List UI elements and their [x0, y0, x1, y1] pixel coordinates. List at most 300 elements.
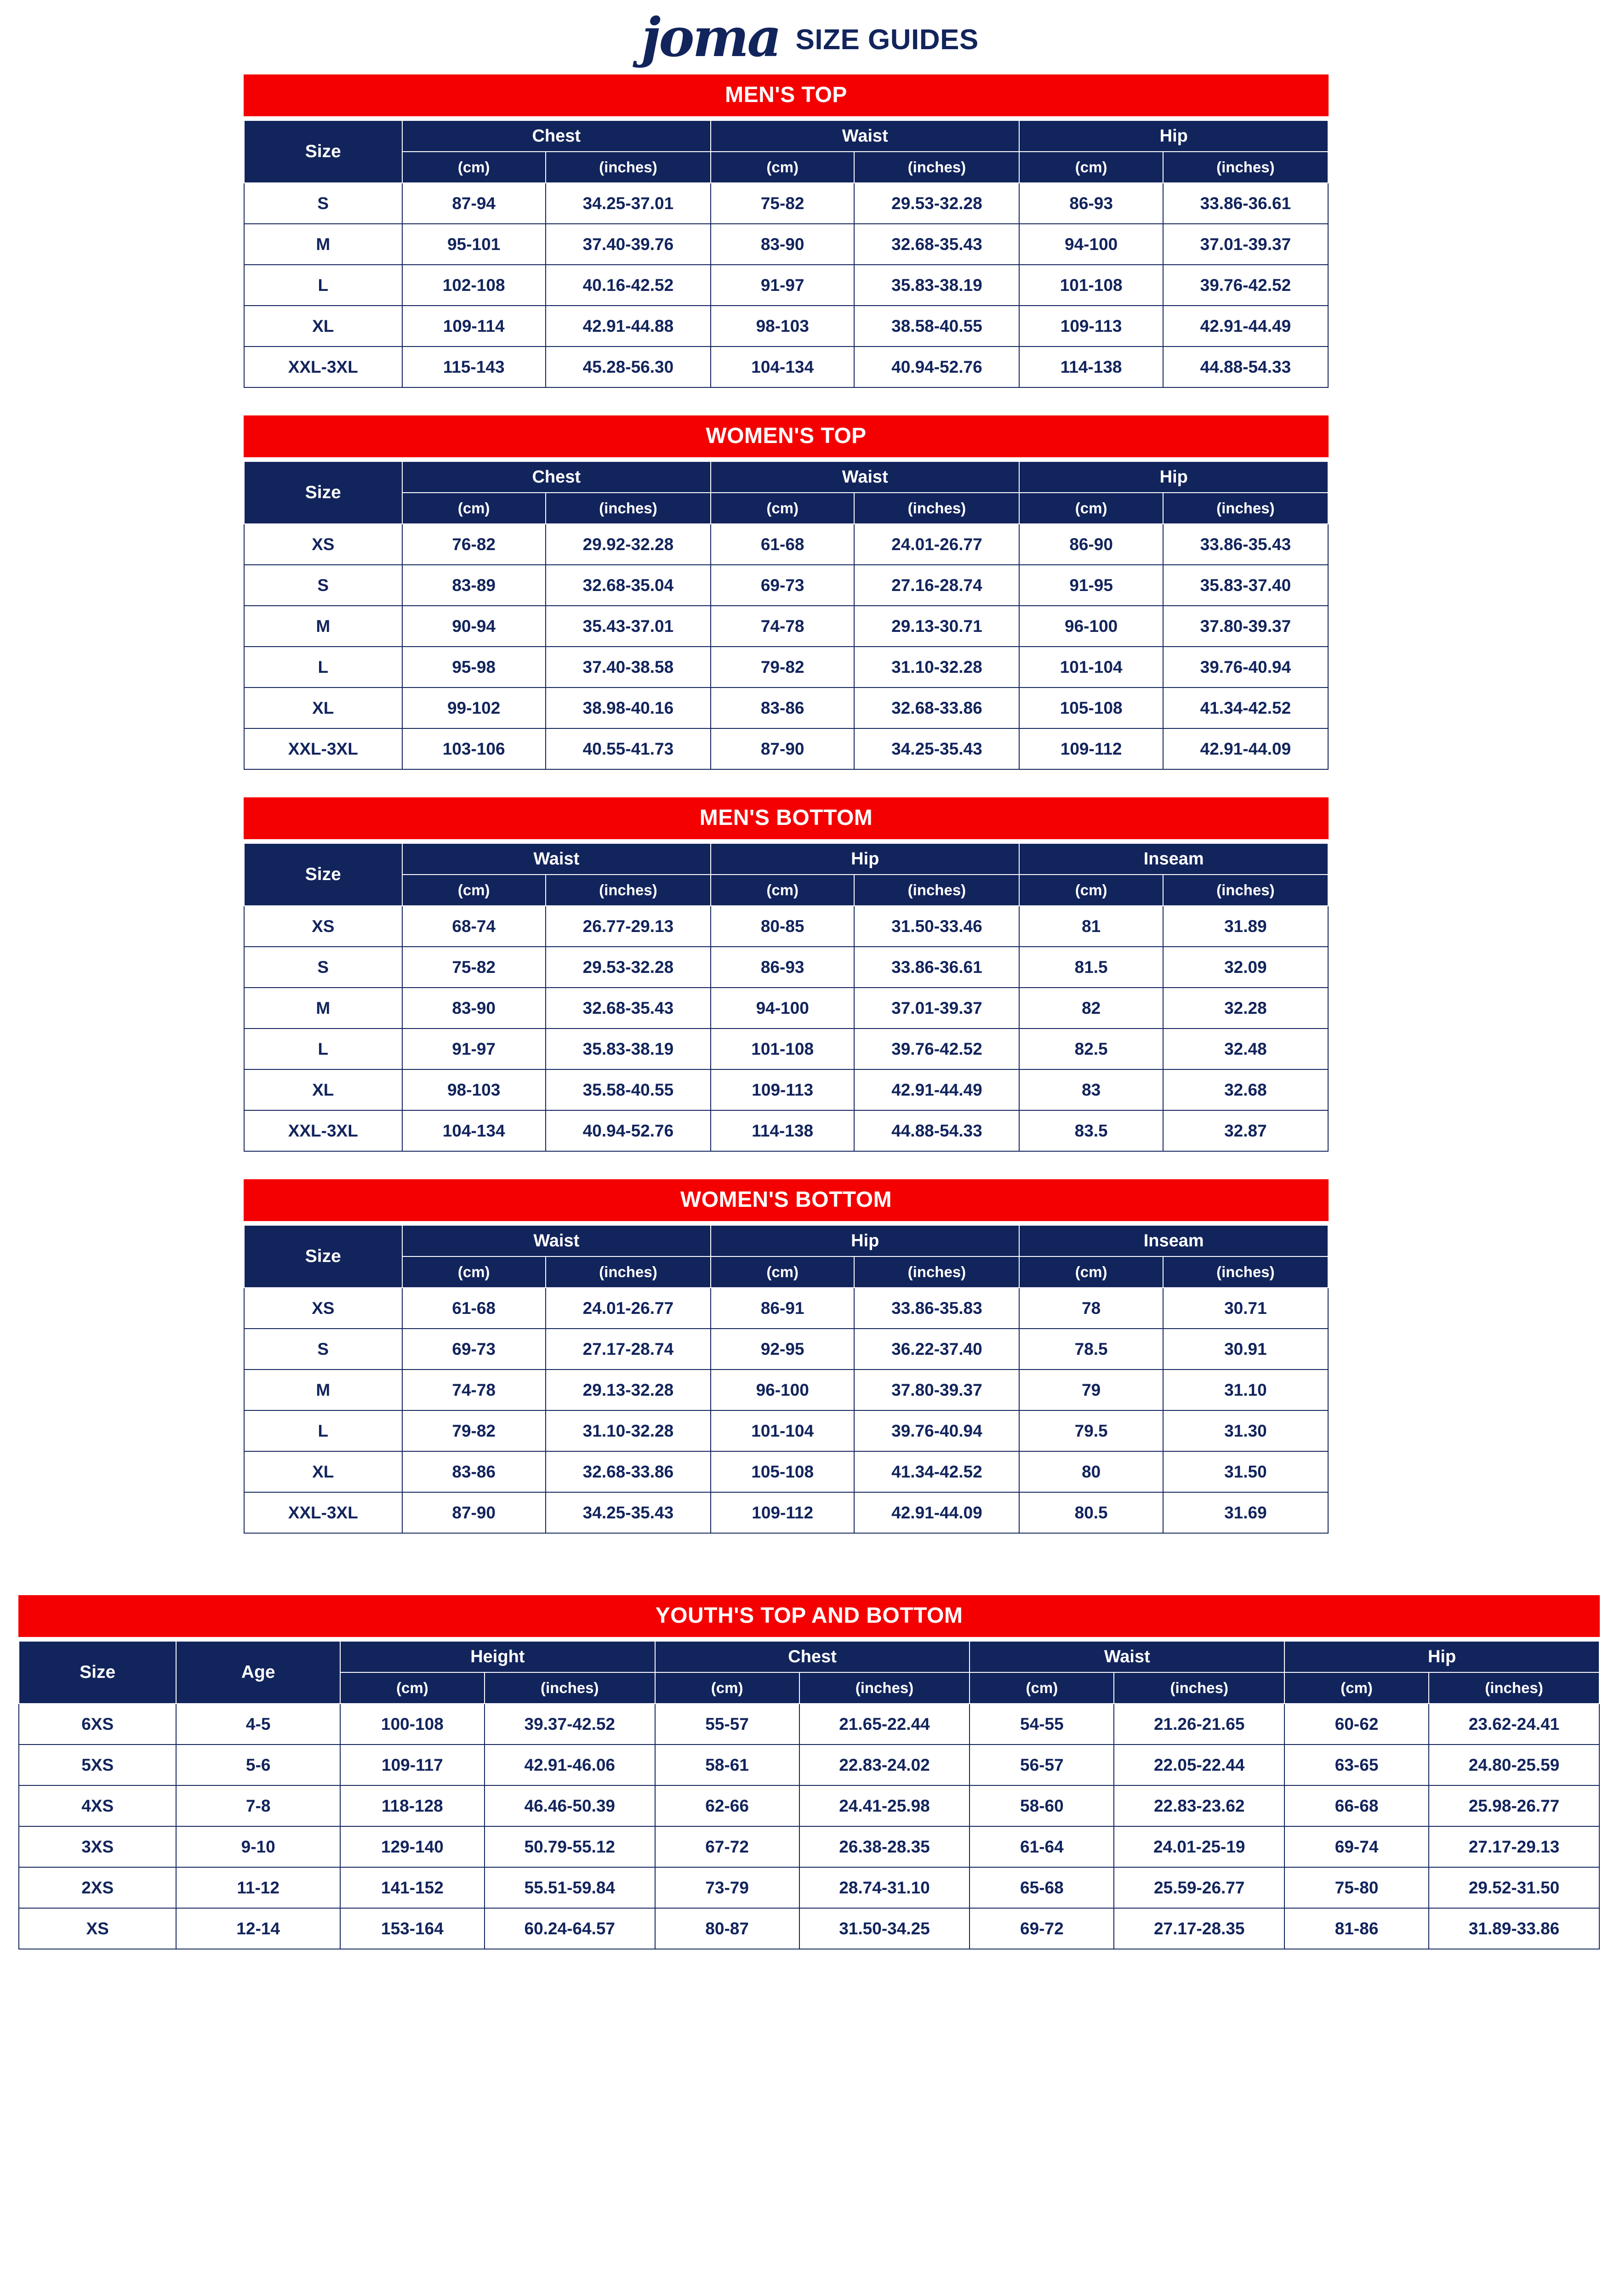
cell-measure: 109-113	[711, 1069, 854, 1110]
cell-measure: 101-108	[1019, 265, 1163, 306]
cell-measure: 40.94-52.76	[546, 1110, 711, 1151]
cell-measure: 30.71	[1163, 1288, 1328, 1329]
cell-size: S	[244, 947, 402, 988]
col-group-header-waist: Waist	[402, 1225, 711, 1256]
col-group-header-inseam: Inseam	[1019, 843, 1328, 875]
cell-measure: 86-91	[711, 1288, 854, 1329]
col-unit-hip-inches: (inches)	[854, 875, 1019, 906]
table-header-row-units	[244, 1256, 1328, 1288]
col-unit-chest-cm: (cm)	[402, 152, 546, 183]
table-header-row-groups	[244, 1225, 1328, 1256]
cell-measure: 86-90	[1019, 524, 1163, 565]
cell-age: 9-10	[176, 1826, 340, 1867]
cell-measure: 35.83-37.40	[1163, 565, 1328, 606]
cell-measure: 41.34-42.52	[854, 1451, 1019, 1492]
table-header-row-units	[244, 875, 1328, 906]
col-unit-hip-cm: (cm)	[1019, 493, 1163, 524]
table-block-mens-top	[244, 74, 1329, 388]
cell-measure: 60.24-64.57	[485, 1908, 655, 1949]
cell-measure: 25.98-26.77	[1429, 1785, 1599, 1826]
cell-measure: 96-100	[1019, 606, 1163, 647]
cell-size: 5XS	[19, 1745, 176, 1785]
cell-measure: 61-68	[402, 1288, 546, 1329]
cell-measure: 39.37-42.52	[485, 1704, 655, 1745]
cell-measure: 115-143	[402, 347, 546, 387]
cell-measure: 62-66	[655, 1785, 799, 1826]
col-unit-waist-cm: (cm)	[711, 152, 854, 183]
cell-measure: 31.10-32.28	[546, 1410, 711, 1451]
col-unit-height-cm: (cm)	[340, 1672, 485, 1704]
col-unit-waist-cm: (cm)	[970, 1672, 1114, 1704]
cell-measure: 80.5	[1019, 1492, 1163, 1533]
cell-measure: 94-100	[711, 988, 854, 1029]
cell-measure: 79-82	[711, 647, 854, 688]
cell-measure: 92-95	[711, 1329, 854, 1370]
col-unit-waist-cm: (cm)	[402, 1256, 546, 1288]
table-row	[244, 947, 1328, 988]
cell-measure: 118-128	[340, 1785, 485, 1826]
cell-measure: 83-90	[711, 224, 854, 265]
table-row	[19, 1908, 1599, 1949]
cell-measure: 58-60	[970, 1785, 1114, 1826]
cell-measure: 81	[1019, 906, 1163, 947]
cell-measure: 45.28-56.30	[546, 347, 711, 387]
cell-measure: 37.40-39.76	[546, 224, 711, 265]
table-row	[244, 1410, 1328, 1451]
cell-size: S	[244, 565, 402, 606]
cell-measure: 99-102	[402, 688, 546, 728]
cell-measure: 90-94	[402, 606, 546, 647]
cell-measure: 24.41-25.98	[799, 1785, 970, 1826]
cell-measure: 46.46-50.39	[485, 1785, 655, 1826]
cell-measure: 32.09	[1163, 947, 1328, 988]
cell-measure: 37.40-38.58	[546, 647, 711, 688]
cell-measure: 32.68-33.86	[546, 1451, 711, 1492]
table-row	[244, 1370, 1328, 1410]
cell-measure: 32.68-35.04	[546, 565, 711, 606]
cell-measure: 32.87	[1163, 1110, 1328, 1151]
cell-measure: 40.94-52.76	[854, 347, 1019, 387]
cell-size: XS	[19, 1908, 176, 1949]
cell-measure: 35.83-38.19	[854, 265, 1019, 306]
table-row	[244, 1451, 1328, 1492]
col-group-header-waist: Waist	[970, 1641, 1284, 1672]
col-unit-waist-inches: (inches)	[546, 875, 711, 906]
cell-measure: 31.30	[1163, 1410, 1328, 1451]
cell-measure: 31.50-33.46	[854, 906, 1019, 947]
cell-size: M	[244, 606, 402, 647]
cell-measure: 27.17-28.35	[1114, 1908, 1284, 1949]
col-header-size: Size	[244, 1225, 402, 1288]
cell-measure: 40.55-41.73	[546, 728, 711, 769]
cell-measure: 42.91-44.09	[1163, 728, 1328, 769]
col-group-header-hip: Hip	[711, 1225, 1019, 1256]
table-header-row-groups	[244, 120, 1328, 152]
cell-measure: 81.5	[1019, 947, 1163, 988]
cell-measure: 98-103	[711, 306, 854, 347]
cell-measure: 24.01-25-19	[1114, 1826, 1284, 1867]
cell-measure: 26.77-29.13	[546, 906, 711, 947]
col-group-header-chest: Chest	[655, 1641, 970, 1672]
cell-measure: 33.86-35.43	[1163, 524, 1328, 565]
col-group-header-chest: Chest	[402, 461, 711, 493]
page-header	[0, 0, 1620, 74]
cell-size: M	[244, 988, 402, 1029]
cell-measure: 83-89	[402, 565, 546, 606]
cell-measure: 86-93	[711, 947, 854, 988]
col-unit-waist-cm: (cm)	[711, 493, 854, 524]
col-unit-hip-inches: (inches)	[1163, 152, 1328, 183]
table-block-mens-bottom	[244, 797, 1329, 1152]
cell-measure: 37.01-39.37	[854, 988, 1019, 1029]
cell-measure: 101-104	[711, 1410, 854, 1451]
cell-measure: 31.89	[1163, 906, 1328, 947]
cell-measure: 153-164	[340, 1908, 485, 1949]
cell-measure: 34.25-37.01	[546, 183, 711, 224]
cell-measure: 41.34-42.52	[1163, 688, 1328, 728]
col-group-header-height: Height	[340, 1641, 655, 1672]
cell-measure: 109-112	[1019, 728, 1163, 769]
table-header-row-groups	[244, 461, 1328, 493]
cell-measure: 83-90	[402, 988, 546, 1029]
cell-measure: 94-100	[1019, 224, 1163, 265]
cell-measure: 68-74	[402, 906, 546, 947]
cell-size: XS	[244, 1288, 402, 1329]
cell-measure: 82.5	[1019, 1029, 1163, 1069]
cell-measure: 78	[1019, 1288, 1163, 1329]
cell-size: L	[244, 1029, 402, 1069]
cell-measure: 42.91-46.06	[485, 1745, 655, 1785]
table-row	[244, 1029, 1328, 1069]
cell-size: XXL-3XL	[244, 1492, 402, 1533]
cell-measure: 129-140	[340, 1826, 485, 1867]
cell-measure: 29.52-31.50	[1429, 1867, 1599, 1908]
cell-measure: 109-114	[402, 306, 546, 347]
cell-measure: 26.38-28.35	[799, 1826, 970, 1867]
cell-measure: 69-73	[402, 1329, 546, 1370]
cell-measure: 74-78	[711, 606, 854, 647]
cell-measure: 61-68	[711, 524, 854, 565]
cell-measure: 114-138	[711, 1110, 854, 1151]
col-group-header-hip: Hip	[711, 843, 1019, 875]
cell-measure: 63-65	[1284, 1745, 1429, 1785]
table-row	[244, 347, 1328, 387]
table-block-womens-bottom	[244, 1179, 1329, 1534]
cell-measure: 42.91-44.49	[854, 1069, 1019, 1110]
cell-measure: 75-82	[402, 947, 546, 988]
cell-measure: 22.83-23.62	[1114, 1785, 1284, 1826]
cell-measure: 30.91	[1163, 1329, 1328, 1370]
col-unit-hip-cm: (cm)	[711, 1256, 854, 1288]
cell-size: M	[244, 224, 402, 265]
table-row	[244, 647, 1328, 688]
col-unit-chest-cm: (cm)	[655, 1672, 799, 1704]
cell-measure: 74-78	[402, 1370, 546, 1410]
table-title-womens-bottom: WOMEN'S BOTTOM	[244, 1179, 1329, 1221]
cell-measure: 39.76-40.94	[854, 1410, 1019, 1451]
cell-measure: 79	[1019, 1370, 1163, 1410]
cell-measure: 27.16-28.74	[854, 565, 1019, 606]
cell-measure: 81-86	[1284, 1908, 1429, 1949]
cell-measure: 39.76-40.94	[1163, 647, 1328, 688]
col-unit-inseam-inches: (inches)	[1163, 1256, 1328, 1288]
size-table-youth-top-bottom	[18, 1641, 1600, 1949]
cell-measure: 33.86-36.61	[1163, 183, 1328, 224]
size-table-womens-bottom	[244, 1225, 1329, 1534]
cell-measure: 79-82	[402, 1410, 546, 1451]
table-row	[19, 1704, 1599, 1745]
cell-size: 3XS	[19, 1826, 176, 1867]
cell-measure: 31.10	[1163, 1370, 1328, 1410]
cell-measure: 32.68-33.86	[854, 688, 1019, 728]
cell-measure: 34.25-35.43	[546, 1492, 711, 1533]
cell-size: S	[244, 1329, 402, 1370]
cell-measure: 38.58-40.55	[854, 306, 1019, 347]
table-row	[244, 524, 1328, 565]
cell-measure: 67-72	[655, 1826, 799, 1867]
cell-age: 4-5	[176, 1704, 340, 1745]
col-unit-chest-cm: (cm)	[402, 493, 546, 524]
cell-measure: 37.80-39.37	[854, 1370, 1019, 1410]
col-unit-hip-inches: (inches)	[854, 1256, 1019, 1288]
cell-measure: 83-86	[402, 1451, 546, 1492]
table-title-womens-top: WOMEN'S TOP	[244, 415, 1329, 457]
cell-measure: 35.83-38.19	[546, 1029, 711, 1069]
col-unit-waist-cm: (cm)	[402, 875, 546, 906]
cell-measure: 95-101	[402, 224, 546, 265]
cell-measure: 27.17-29.13	[1429, 1826, 1599, 1867]
table-row	[244, 606, 1328, 647]
cell-measure: 32.48	[1163, 1029, 1328, 1069]
cell-measure: 31.10-32.28	[854, 647, 1019, 688]
page-title: SIZE GUIDES	[795, 23, 979, 56]
table-row	[244, 183, 1328, 224]
col-group-header-waist: Waist	[711, 461, 1019, 493]
cell-measure: 80	[1019, 1451, 1163, 1492]
table-row	[19, 1867, 1599, 1908]
table-title-youth-top-bottom: YOUTH'S TOP AND BOTTOM	[18, 1595, 1600, 1637]
table-row	[244, 1492, 1328, 1533]
cell-measure: 61-64	[970, 1826, 1114, 1867]
cell-measure: 100-108	[340, 1704, 485, 1745]
col-unit-hip-cm: (cm)	[711, 875, 854, 906]
col-unit-hip-cm: (cm)	[1284, 1672, 1429, 1704]
table-header-row-units	[244, 152, 1328, 183]
cell-measure: 25.59-26.77	[1114, 1867, 1284, 1908]
cell-size: XL	[244, 1069, 402, 1110]
cell-measure: 50.79-55.12	[485, 1826, 655, 1867]
cell-measure: 44.88-54.33	[1163, 347, 1328, 387]
col-unit-hip-inches: (inches)	[1163, 493, 1328, 524]
cell-size: XXL-3XL	[244, 1110, 402, 1151]
cell-measure: 75-82	[711, 183, 854, 224]
cell-size: XXL-3XL	[244, 347, 402, 387]
cell-measure: 73-79	[655, 1867, 799, 1908]
cell-measure: 38.98-40.16	[546, 688, 711, 728]
cell-measure: 21.26-21.65	[1114, 1704, 1284, 1745]
cell-measure: 87-94	[402, 183, 546, 224]
col-group-header-waist: Waist	[711, 120, 1019, 152]
cell-measure: 87-90	[711, 728, 854, 769]
cell-measure: 42.91-44.88	[546, 306, 711, 347]
cell-measure: 102-108	[402, 265, 546, 306]
table-title-mens-top: MEN'S TOP	[244, 74, 1329, 116]
cell-measure: 80-87	[655, 1908, 799, 1949]
cell-size: XS	[244, 524, 402, 565]
col-group-header-chest: Chest	[402, 120, 711, 152]
cell-measure: 78.5	[1019, 1329, 1163, 1370]
table-row	[244, 988, 1328, 1029]
table-row	[244, 1329, 1328, 1370]
table-header-row-groups	[19, 1641, 1599, 1672]
col-unit-hip-cm: (cm)	[1019, 152, 1163, 183]
cell-size: XL	[244, 688, 402, 728]
cell-measure: 40.16-42.52	[546, 265, 711, 306]
size-table-mens-top	[244, 120, 1329, 388]
cell-measure: 29.53-32.28	[854, 183, 1019, 224]
size-tables-container	[0, 74, 1620, 1949]
cell-measure: 83-86	[711, 688, 854, 728]
cell-measure: 55.51-59.84	[485, 1867, 655, 1908]
col-header-size: Size	[19, 1641, 176, 1704]
cell-size: 6XS	[19, 1704, 176, 1745]
cell-measure: 103-106	[402, 728, 546, 769]
cell-measure: 31.50-34.25	[799, 1908, 970, 1949]
cell-age: 11-12	[176, 1867, 340, 1908]
cell-measure: 31.69	[1163, 1492, 1328, 1533]
cell-measure: 37.01-39.37	[1163, 224, 1328, 265]
cell-measure: 33.86-36.61	[854, 947, 1019, 988]
cell-measure: 32.68-35.43	[854, 224, 1019, 265]
cell-size: 4XS	[19, 1785, 176, 1826]
col-unit-waist-inches: (inches)	[1114, 1672, 1284, 1704]
cell-measure: 28.74-31.10	[799, 1867, 970, 1908]
cell-size: L	[244, 265, 402, 306]
cell-size: XL	[244, 306, 402, 347]
cell-measure: 42.91-44.49	[1163, 306, 1328, 347]
cell-measure: 29.13-32.28	[546, 1370, 711, 1410]
table-row	[244, 1069, 1328, 1110]
table-header-row-units	[244, 493, 1328, 524]
table-row	[244, 1110, 1328, 1151]
cell-size: 2XS	[19, 1867, 176, 1908]
cell-measure: 37.80-39.37	[1163, 606, 1328, 647]
cell-measure: 69-72	[970, 1908, 1114, 1949]
cell-measure: 29.53-32.28	[546, 947, 711, 988]
cell-measure: 109-112	[711, 1492, 854, 1533]
cell-measure: 91-95	[1019, 565, 1163, 606]
cell-measure: 101-108	[711, 1029, 854, 1069]
cell-measure: 69-74	[1284, 1826, 1429, 1867]
cell-measure: 86-93	[1019, 183, 1163, 224]
cell-measure: 55-57	[655, 1704, 799, 1745]
cell-measure: 29.13-30.71	[854, 606, 1019, 647]
joma-logo: joma	[641, 6, 780, 69]
col-unit-inseam-inches: (inches)	[1163, 875, 1328, 906]
size-table-mens-bottom	[244, 843, 1329, 1152]
cell-measure: 82	[1019, 988, 1163, 1029]
cell-measure: 104-134	[402, 1110, 546, 1151]
cell-size: L	[244, 647, 402, 688]
cell-measure: 105-108	[1019, 688, 1163, 728]
cell-measure: 33.86-35.83	[854, 1288, 1019, 1329]
col-unit-chest-inches: (inches)	[799, 1672, 970, 1704]
cell-measure: 35.58-40.55	[546, 1069, 711, 1110]
cell-measure: 36.22-37.40	[854, 1329, 1019, 1370]
cell-size: L	[244, 1410, 402, 1451]
cell-measure: 98-103	[402, 1069, 546, 1110]
cell-age: 7-8	[176, 1785, 340, 1826]
table-row	[244, 565, 1328, 606]
col-header-size: Size	[244, 461, 402, 524]
cell-measure: 35.43-37.01	[546, 606, 711, 647]
cell-measure: 27.17-28.74	[546, 1329, 711, 1370]
table-row	[244, 265, 1328, 306]
col-unit-inseam-cm: (cm)	[1019, 875, 1163, 906]
cell-measure: 69-73	[711, 565, 854, 606]
cell-measure: 101-104	[1019, 647, 1163, 688]
size-table-womens-top	[244, 461, 1329, 770]
cell-age: 5-6	[176, 1745, 340, 1785]
col-group-header-inseam: Inseam	[1019, 1225, 1328, 1256]
cell-measure: 80-85	[711, 906, 854, 947]
cell-measure: 32.68	[1163, 1069, 1328, 1110]
col-unit-chest-inches: (inches)	[546, 493, 711, 524]
cell-measure: 22.83-24.02	[799, 1745, 970, 1785]
cell-measure: 24.01-26.77	[546, 1288, 711, 1329]
cell-measure: 104-134	[711, 347, 854, 387]
cell-measure: 22.05-22.44	[1114, 1745, 1284, 1785]
col-unit-waist-inches: (inches)	[854, 152, 1019, 183]
cell-measure: 56-57	[970, 1745, 1114, 1785]
cell-size: XS	[244, 906, 402, 947]
cell-measure: 34.25-35.43	[854, 728, 1019, 769]
cell-measure: 91-97	[711, 265, 854, 306]
cell-measure: 76-82	[402, 524, 546, 565]
cell-size: M	[244, 1370, 402, 1410]
cell-measure: 54-55	[970, 1704, 1114, 1745]
table-row	[19, 1745, 1599, 1785]
cell-measure: 31.89-33.86	[1429, 1908, 1599, 1949]
col-unit-hip-inches: (inches)	[1429, 1672, 1599, 1704]
cell-measure: 105-108	[711, 1451, 854, 1492]
cell-measure: 44.88-54.33	[854, 1110, 1019, 1151]
col-unit-chest-inches: (inches)	[546, 152, 711, 183]
cell-measure: 31.50	[1163, 1451, 1328, 1492]
table-row	[244, 1288, 1328, 1329]
table-row	[244, 906, 1328, 947]
cell-measure: 32.28	[1163, 988, 1328, 1029]
cell-size: XL	[244, 1451, 402, 1492]
table-header-row-groups	[244, 843, 1328, 875]
col-group-header-hip: Hip	[1284, 1641, 1599, 1672]
col-group-header-hip: Hip	[1019, 120, 1328, 152]
cell-measure: 83	[1019, 1069, 1163, 1110]
table-row	[244, 728, 1328, 769]
cell-measure: 23.62-24.41	[1429, 1704, 1599, 1745]
section-spacer	[0, 1561, 1620, 1595]
cell-age: 12-14	[176, 1908, 340, 1949]
col-header-age: Age	[176, 1641, 340, 1704]
cell-measure: 109-117	[340, 1745, 485, 1785]
table-row	[19, 1826, 1599, 1867]
col-unit-height-inches: (inches)	[485, 1672, 655, 1704]
cell-size: XXL-3XL	[244, 728, 402, 769]
col-header-size: Size	[244, 843, 402, 906]
cell-measure: 114-138	[1019, 347, 1163, 387]
cell-measure: 42.91-44.09	[854, 1492, 1019, 1533]
cell-measure: 109-113	[1019, 306, 1163, 347]
